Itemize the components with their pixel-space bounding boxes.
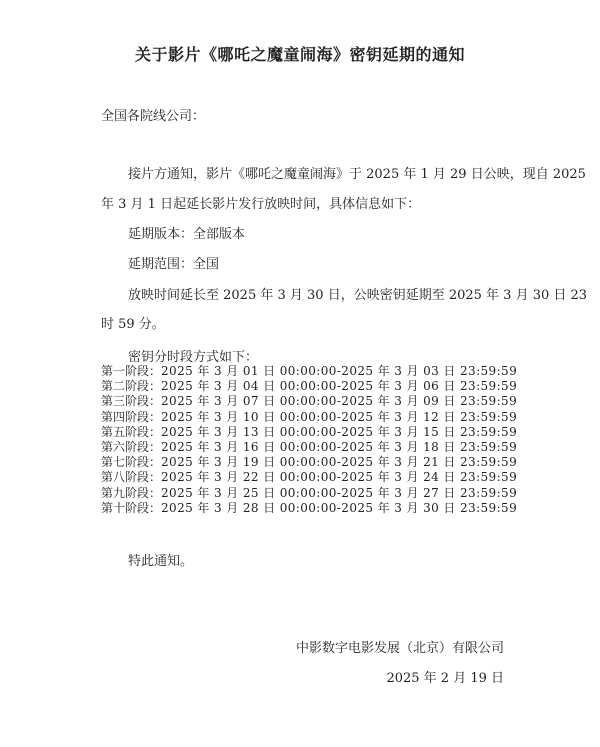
stage-label: 第三阶段：	[101, 394, 162, 409]
stage-row	[101, 486, 517, 501]
paragraph2-line2: 时 59 分。	[101, 317, 165, 332]
stage-row	[101, 440, 517, 455]
extension-version: 延期版本：全部版本	[128, 227, 246, 242]
signature-organization: 中影数字电影发展（北京）有限公司	[295, 641, 504, 656]
document-title: 关于影片《哪吒之魔童闹海》密钥延期的通知	[134, 45, 465, 64]
stage-row	[101, 470, 517, 485]
paragraph2-line1: 放映时间延长至 2025 年 3 月 30 日，公映密钥延期至 2025 年 3 月 30 日 23	[128, 288, 588, 303]
stage-time: 2025 年 3 月 13 日 00:00:00-2025 年 3 月 15 日 23:59:59	[161, 424, 518, 439]
stage-row	[101, 501, 517, 516]
stage-time: 2025 年 3 月 01 日 00:00:00-2025 年 3 月 03 日 23:59:59	[161, 364, 518, 378]
paragraph1-line1: 接片方通知，影片《哪吒之魔童闹海》于 2025 年 1 月 29 日公映，现自 2025	[128, 167, 586, 182]
stage-time: 2025 年 3 月 28 日 00:00:00-2025 年 3 月 30 日 23:59:59	[161, 500, 518, 515]
stage-time: 2025 年 3 月 16 日 00:00:00-2025 年 3 月 18 日 23:59:59	[161, 440, 518, 455]
stage-label: 第九阶段：	[101, 485, 162, 500]
stage-time: 2025 年 3 月 25 日 00:00:00-2025 年 3 月 27 日 23:59:59	[161, 485, 518, 500]
stage-label: 第八阶段：	[101, 470, 162, 485]
stage-label: 第五阶段：	[101, 424, 162, 439]
stage-row	[101, 410, 517, 425]
stage-label: 第十阶段：	[101, 500, 162, 515]
stage-label: 第四阶段：	[101, 409, 162, 424]
stage-label: 第七阶段：	[101, 455, 162, 470]
signature-date: 2025 年 2 月 19 日	[386, 671, 504, 686]
stage-row	[101, 364, 517, 379]
stage-time: 2025 年 3 月 22 日 00:00:00-2025 年 3 月 24 日 23:59:59	[161, 470, 518, 485]
extension-scope: 延期范围：全国	[128, 257, 220, 272]
stage-time: 2025 年 3 月 19 日 00:00:00-2025 年 3 月 21 日 23:59:59	[161, 455, 518, 470]
stage-label: 第一阶段：	[101, 364, 162, 378]
stage-time: 2025 年 3 月 07 日 00:00:00-2025 年 3 月 09 日 23:59:59	[161, 394, 518, 409]
stage-row	[101, 425, 517, 440]
stages-intro: 密钥分时段方式如下：	[128, 350, 259, 365]
stage-label: 第六阶段：	[101, 440, 162, 455]
stage-row	[101, 379, 517, 394]
stage-time: 2025 年 3 月 10 日 00:00:00-2025 年 3 月 12 日 23:59:59	[161, 409, 518, 424]
paragraph1-line2: 年 3 月 1 日起延长影片发行放映时间，具体信息如下：	[101, 197, 421, 212]
addressee: 全国各院线公司：	[101, 109, 206, 124]
stage-time: 2025 年 3 月 04 日 00:00:00-2025 年 3 月 06 日 23:59:59	[161, 379, 518, 394]
stage-row	[101, 394, 517, 409]
stage-label: 第二阶段：	[101, 379, 162, 394]
closing-remark: 特此通知。	[128, 554, 194, 569]
stages-list	[101, 364, 517, 516]
stage-row	[101, 455, 517, 470]
